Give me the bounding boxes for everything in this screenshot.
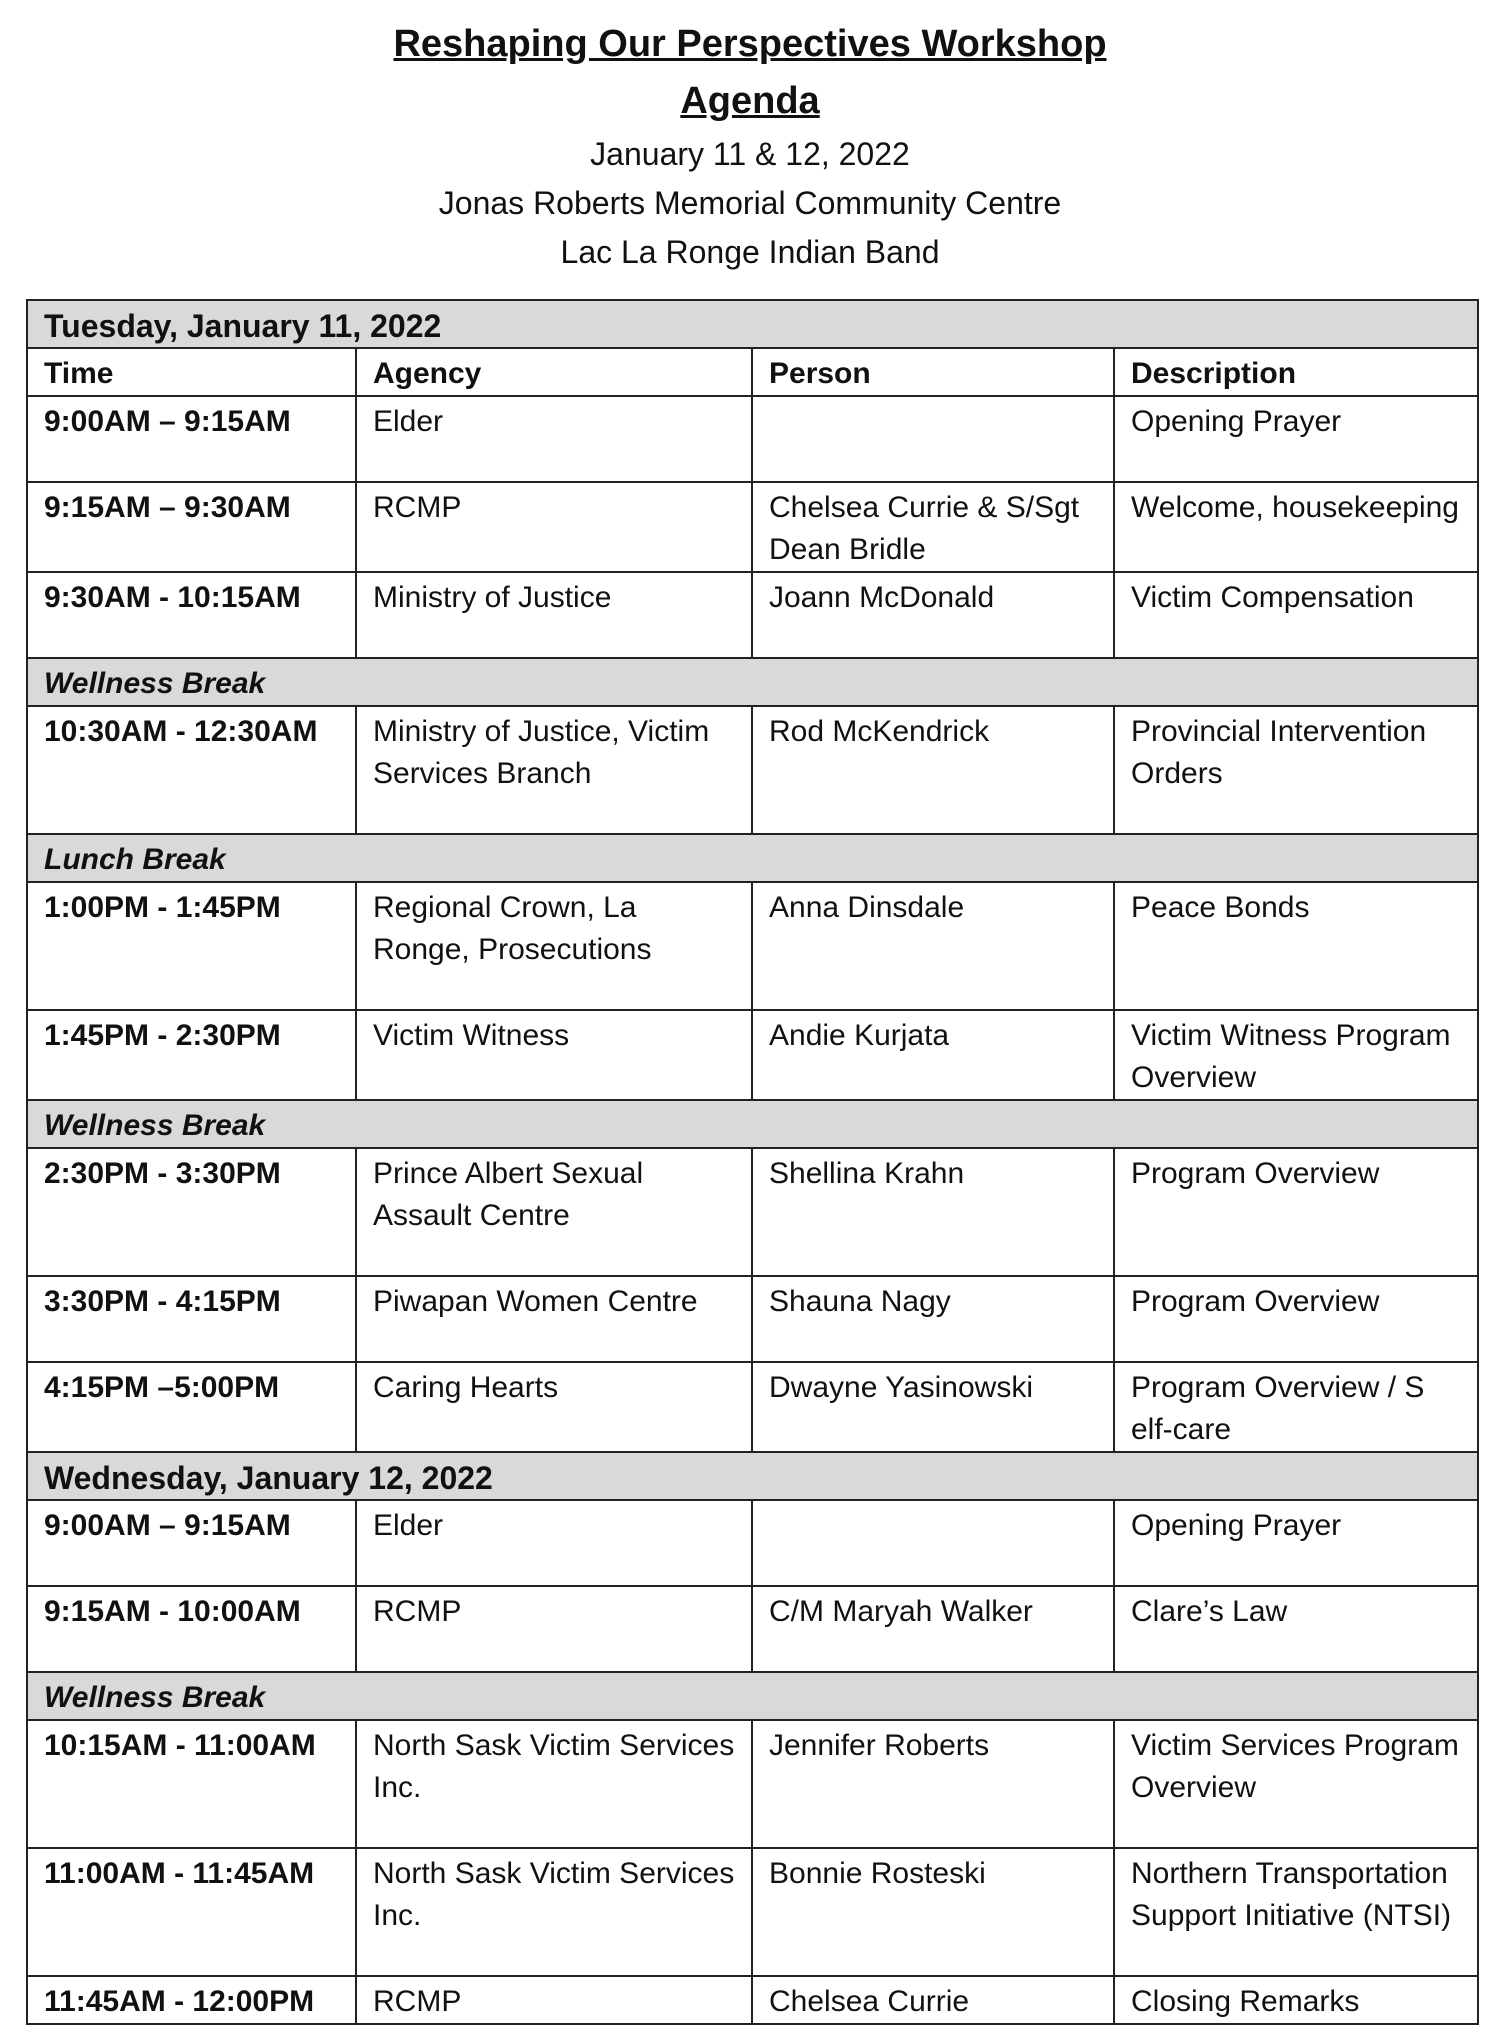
table-row	[27, 1848, 1478, 1976]
time-cell: 2:30PM - 3:30PM	[27, 1148, 356, 1276]
person-cell: Jennifer Roberts	[752, 1720, 1114, 1848]
person-cell: Shellina Krahn	[752, 1148, 1114, 1276]
document-title: Reshaping Our Perspectives Workshop	[393, 23, 1107, 65]
agency-cell: Regional Crown, La Ronge, Prosecutions	[356, 882, 752, 1010]
event-venue: Jonas Roberts Memorial Community Centre	[438, 185, 1062, 221]
event-dates: January 11 & 12, 2022	[590, 136, 910, 172]
agency-cell: Victim Witness	[356, 1010, 752, 1100]
column-header-person: Person	[752, 348, 1114, 396]
person-cell: Chelsea Currie	[752, 1976, 1114, 2024]
time-cell: 9:30AM - 10:15AM	[27, 572, 356, 658]
table-row	[27, 1586, 1478, 1672]
break-label: Wellness Break	[27, 1100, 1478, 1148]
table-row	[27, 1976, 1478, 2024]
day-header-row	[27, 300, 1478, 348]
day-header-row	[27, 1452, 1478, 1500]
description-cell: Opening Prayer	[1114, 396, 1478, 482]
table-row	[27, 1276, 1478, 1362]
person-cell: Rod McKendrick	[752, 706, 1114, 834]
description-cell: Victim Services Program Overview	[1114, 1720, 1478, 1848]
table-row	[27, 1362, 1478, 1452]
time-cell: 3:30PM - 4:15PM	[27, 1276, 356, 1362]
table-row	[27, 482, 1478, 572]
time-cell: 10:15AM - 11:00AM	[27, 1720, 356, 1848]
agency-cell: RCMP	[356, 482, 752, 572]
table-row	[27, 882, 1478, 1010]
time-cell: 9:15AM - 10:00AM	[27, 1586, 356, 1672]
agenda-table	[26, 299, 1479, 2025]
time-cell: 9:15AM – 9:30AM	[27, 482, 356, 572]
time-cell: 11:45AM - 12:00PM	[27, 1976, 356, 2024]
person-cell: Bonnie Rosteski	[752, 1848, 1114, 1976]
description-cell: Welcome, housekeeping	[1114, 482, 1478, 572]
agency-cell: Elder	[356, 396, 752, 482]
person-cell: Joann McDonald	[752, 572, 1114, 658]
description-cell: Northern Transportation Support Initiative (NTSI)	[1114, 1848, 1478, 1976]
person-cell: Chelsea Currie & S/Sgt Dean Bridle	[752, 482, 1114, 572]
agency-cell: North Sask Victim Services Inc.	[356, 1720, 752, 1848]
agency-cell: RCMP	[356, 1586, 752, 1672]
person-cell: Anna Dinsdale	[752, 882, 1114, 1010]
table-row	[27, 1500, 1478, 1586]
column-header-row	[27, 348, 1478, 396]
break-row	[27, 1100, 1478, 1148]
break-row	[27, 834, 1478, 882]
description-cell: Program Overview / S elf-care	[1114, 1362, 1478, 1452]
person-cell: Dwayne Yasinowski	[752, 1362, 1114, 1452]
description-cell: Program Overview	[1114, 1148, 1478, 1276]
table-row	[27, 1010, 1478, 1100]
agency-cell: Elder	[356, 1500, 752, 1586]
break-label: Wellness Break	[27, 1672, 1478, 1720]
table-row	[27, 396, 1478, 482]
event-host: Lac La Ronge Indian Band	[560, 234, 940, 270]
day-title: Tuesday, January 11, 2022	[27, 300, 1478, 348]
table-row	[27, 1720, 1478, 1848]
agency-cell: Piwapan Women Centre	[356, 1276, 752, 1362]
description-cell: Program Overview	[1114, 1276, 1478, 1362]
agency-cell: RCMP	[356, 1976, 752, 2024]
break-row	[27, 1672, 1478, 1720]
document-header	[0, 0, 1500, 277]
time-cell: 10:30AM - 12:30AM	[27, 706, 356, 834]
description-cell: Opening Prayer	[1114, 1500, 1478, 1586]
agency-cell: Ministry of Justice	[356, 572, 752, 658]
description-cell: Provincial Intervention Orders	[1114, 706, 1478, 834]
break-row	[27, 658, 1478, 706]
break-label: Lunch Break	[27, 834, 1478, 882]
time-cell: 9:00AM – 9:15AM	[27, 396, 356, 482]
description-cell: Peace Bonds	[1114, 882, 1478, 1010]
time-cell: 9:00AM – 9:15AM	[27, 1500, 356, 1586]
break-label: Wellness Break	[27, 658, 1478, 706]
time-cell: 1:45PM - 2:30PM	[27, 1010, 356, 1100]
table-row	[27, 572, 1478, 658]
column-header-description: Description	[1114, 348, 1478, 396]
person-cell: Shauna Nagy	[752, 1276, 1114, 1362]
time-cell: 11:00AM - 11:45AM	[27, 1848, 356, 1976]
agency-cell: North Sask Victim Services Inc.	[356, 1848, 752, 1976]
description-cell: Victim Witness Program Overview	[1114, 1010, 1478, 1100]
day-title: Wednesday, January 12, 2022	[27, 1452, 1478, 1500]
description-cell: Clare’s Law	[1114, 1586, 1478, 1672]
agency-cell: Ministry of Justice, Victim Services Branch	[356, 706, 752, 834]
table-row	[27, 1148, 1478, 1276]
person-cell	[752, 1500, 1114, 1586]
description-cell: Closing Remarks	[1114, 1976, 1478, 2024]
time-cell: 4:15PM –5:00PM	[27, 1362, 356, 1452]
column-header-time: Time	[27, 348, 356, 396]
person-cell: Andie Kurjata	[752, 1010, 1114, 1100]
description-cell: Victim Compensation	[1114, 572, 1478, 658]
person-cell: C/M Maryah Walker	[752, 1586, 1114, 1672]
time-cell: 1:00PM - 1:45PM	[27, 882, 356, 1010]
document-subtitle: Agenda	[680, 80, 820, 122]
column-header-agency: Agency	[356, 348, 752, 396]
agency-cell: Caring Hearts	[356, 1362, 752, 1452]
table-row	[27, 706, 1478, 834]
agency-cell: Prince Albert Sexual Assault Centre	[356, 1148, 752, 1276]
person-cell	[752, 396, 1114, 482]
